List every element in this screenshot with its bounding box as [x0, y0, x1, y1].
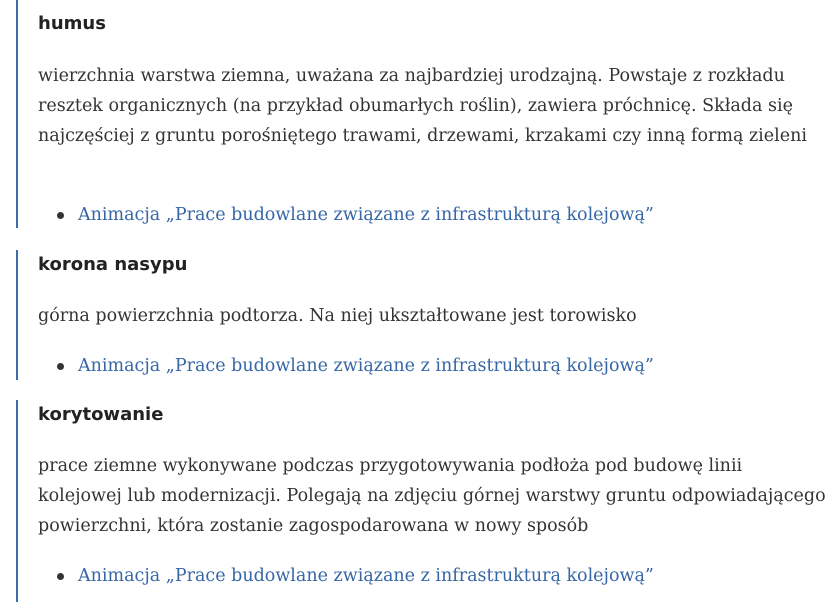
related-links [38, 564, 654, 588]
list-item [38, 203, 654, 227]
animation-link[interactable]: Animacja „Prace budowlane związane z infrastrukturą kolejową” [78, 356, 654, 376]
glossary-entry-humus [16, 0, 826, 228]
glossary-entry-korona-nasypu [16, 250, 826, 380]
glossary-entry-korytowanie [16, 400, 826, 602]
glossary-definition: górna powierzchnia podtorza. Na niej ukształtowane jest torowisko [38, 306, 637, 326]
bullet-icon [57, 212, 64, 219]
related-links [38, 203, 654, 227]
glossary-term: korytowanie [38, 404, 164, 425]
glossary-definition: prace ziemne wykonywane podczas przygotowywania podłoża pod budowę linii kolejowej lub modernizacji. Polegają na zdjęciu górnej warstwy gruntu odpowiadającego powierzchni, która zostanie zagospodarowana w nowy sposób [38, 456, 826, 536]
glossary-term: korona nasypu [38, 254, 188, 275]
glossary-definition: wierzchnia warstwa ziemna, uważana za najbardziej urodzajną. Powstaje z rozkładu resztek organicznych (na przykład obumarłych roślin), zawiera próchnicę. Składa się najczęściej z gruntu porośniętego trawami, drzewami, krzakami czy inną formą zieleni [38, 66, 807, 146]
animation-link[interactable]: Animacja „Prace budowlane związane z infrastrukturą kolejową” [78, 566, 654, 586]
bullet-icon [57, 363, 64, 370]
list-item [38, 564, 654, 588]
glossary-term: humus [38, 13, 106, 34]
list-item [38, 354, 654, 378]
animation-link[interactable]: Animacja „Prace budowlane związane z infrastrukturą kolejową” [78, 205, 654, 225]
bullet-icon [57, 573, 64, 580]
related-links [38, 354, 654, 378]
